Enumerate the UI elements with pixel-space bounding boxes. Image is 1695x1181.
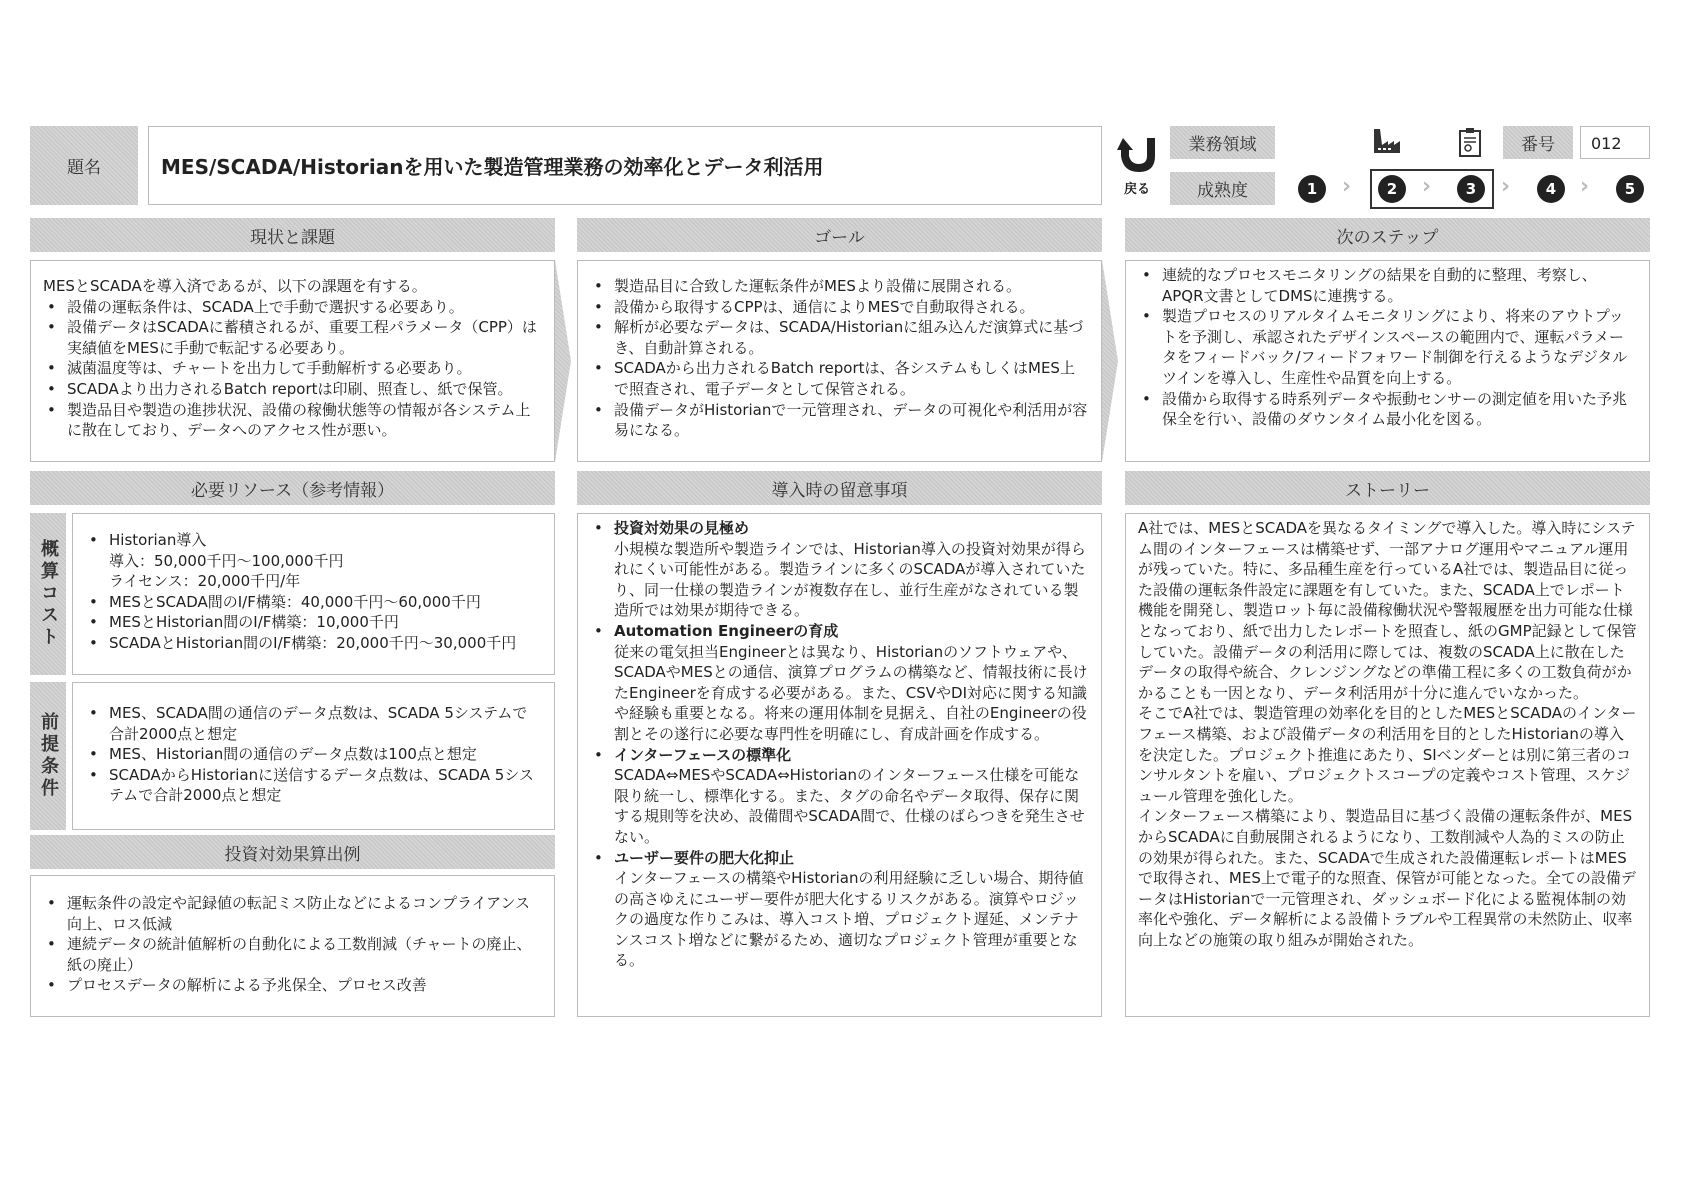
- premise-label: 前提条件: [30, 682, 66, 830]
- list-item: • SCADAからHistorianに送信するデータ点数は、SCADA 5システムで合計2000点と想定: [85, 765, 542, 806]
- section-header-roi: 投資対効果算出例: [30, 835, 555, 869]
- list-item: • 連続的なプロセスモニタリングの結果を自動的に整理、考察し、APQR文書としてDMSに連携する。: [1138, 265, 1637, 306]
- domain-label-text: 業務領域: [1188, 135, 1257, 155]
- note-body: インターフェースの構築やHistorianの利用経験に乏しい場合、期待値の高さゆえにユーザー要件が肥大化するリスクがある。演算やロジックの過度な作りこみは、導入コスト増、プロジェクト遅延、メンテナンスコスト増などに繋がるため、適切なプロジェクト管理が重要となる。: [614, 869, 1084, 970]
- list-item: • 運転条件の設定や記録値の転記ミス防止などによるコンプライアンス向上、ロス低減: [43, 893, 542, 934]
- section-header-notes: 導入時の留意事項: [577, 471, 1102, 505]
- story-paragraph: A社では、MESとSCADAを異なるタイミングで導入した。導入時にシステム間のインターフェースは構築せず、一部アナログ運用やマニュアル運用が残っていた。特に、多品種生産を行っているA社では、製造品目に従った設備の運転条件設定に課題を有していた。また、SCADA上でレポート機能を開発し、製造ロット毎に設備稼働状況や警報履歴を出力可能な仕様となっており、紙で出力したレポートを照査し、紙のGMP記録として保管していた。設備データの利活用に際しては、複数のSCADA上に散在したデータの取得や統合、クレンジングなどの準備工程に多くの工数負荷がかかることも一因となり、データ利活用が十分に進んでいなかった。: [1138, 519, 1637, 702]
- page-title-text: MES/SCADA/Historianを用いた製造管理業務の効率化とデータ利活用: [161, 155, 824, 179]
- list-item: • 連続データの統計値解析の自動化による工数削減（チャートの廃止、紙の廃止）: [43, 934, 542, 975]
- note-heading: • ユーザー要件の肥大化抑止: [614, 848, 795, 867]
- flow-arrow-icon: [1102, 260, 1118, 462]
- list-item: [590, 518, 1089, 621]
- list-item: • MES、Historian間の通信のデータ点数は100点と想定: [85, 744, 542, 765]
- list-item: [590, 621, 1089, 745]
- chevron-right-icon: ›: [1342, 174, 1352, 199]
- list-item: • 解析が必要なデータは、SCADA/Historianに組み込んだ演算式に基づき、自動計算される。: [590, 317, 1089, 358]
- cost-panel: [72, 513, 555, 675]
- list-item: [590, 745, 1089, 848]
- chevron-right-icon: ›: [1422, 174, 1432, 199]
- current-issues-panel: [30, 260, 555, 462]
- list-item: • MES、SCADA間の通信のデータ点数は、SCADA 5システムで合計2000点と想定: [85, 703, 542, 744]
- factory-icon: [1372, 127, 1402, 159]
- section-header-resources: 必要リソース（参考情報）: [30, 471, 555, 505]
- next-steps-panel: [1125, 260, 1650, 462]
- list-item: • 設備の運転条件は、SCADA上で手動で選択する必要あり。: [43, 297, 542, 318]
- maturity-label: [1170, 172, 1275, 205]
- list-item: 導入：50,000千円～100,000千円: [109, 551, 344, 570]
- list-item: [590, 848, 1089, 972]
- flow-arrow-icon: [555, 260, 571, 462]
- goal-panel: [577, 260, 1102, 462]
- list-item: • 製造品目や製造の進捗状況、設備の稼働状態等の情報が各システム上に散在しており、データへのアクセス性が悪い。: [43, 400, 542, 441]
- chevron-right-icon: ›: [1501, 174, 1511, 199]
- list-item: • SCADAとHistorian間のI/F構築：20,000千円～30,000千円: [85, 633, 542, 654]
- list-item: • SCADAより出力されるBatch reportは印刷、照査し、紙で保管。: [43, 379, 542, 400]
- back-button[interactable]: [1112, 132, 1162, 202]
- section-header-next: 次のステップ: [1125, 218, 1650, 252]
- cost-label: 概算コスト: [30, 513, 66, 675]
- note-heading: • インターフェースの標準化: [614, 745, 792, 764]
- domain-label: [1170, 126, 1275, 159]
- list-item: • 製造プロセスのリアルタイムモニタリングにより、将来のアウトプットを予測し、承認されたデザインスペースの範囲内で、運転パラメータをフィードバック/フィードフォワード制御を行えるようなデジタルツインを導入し、生産性や品質を向上する。: [1138, 306, 1637, 388]
- list-item: • 設備データはSCADAに蓄積されるが、重要工程パラメータ（CPP）は実績値をMESに手動で転記する必要あり。: [43, 317, 542, 358]
- number-label-text: 番号: [1521, 135, 1555, 155]
- list-item: • 設備から取得する時系列データや振動センサーの測定値を用いた予兆保全を行い、設備のダウンタイム最小化を図る。: [1138, 389, 1637, 430]
- story-panel: [1125, 513, 1650, 1017]
- clipboard-certificate-icon: [1458, 127, 1482, 161]
- list-item: • 設備データがHistorianで一元管理され、データの可視化や利活用が容易になる。: [590, 400, 1089, 441]
- list-item: • MESとSCADA間のI/F構築：40,000千円～60,000千円: [85, 592, 542, 613]
- list-item: • 滅菌温度等は、チャートを出力して手動解析する必要あり。: [43, 358, 542, 379]
- note-body: 小規模な製造所や製造ラインでは、Historian導入の投資対効果が得られにくい可能性がある。製造ラインに多くのSCADAが導入されていたり、同一仕様の製造ラインが複数存在し、並行生産がなされている製造所では効果が期待できる。: [614, 539, 1086, 620]
- roi-panel: [30, 875, 555, 1017]
- list-item: • Historian導入: [85, 530, 542, 551]
- maturity-step-1: 1: [1298, 175, 1326, 203]
- premise-panel: [72, 682, 555, 830]
- maturity-step-5: 5: [1616, 175, 1644, 203]
- back-label: 戻る: [1123, 182, 1150, 197]
- list-item: • 製造品目に合致した運転条件がMESより設備に展開される。: [590, 276, 1089, 297]
- number-value: 012: [1580, 126, 1650, 159]
- back-arrow-icon: [1115, 132, 1159, 174]
- story-paragraph: そこでA社では、製造管理の効率化を目的としたMESとSCADAのインターフェース構築、および設備データの利活用を目的としたHistorianの導入を決定した。プロジェクト推進にあたり、SIベンダーとは別に第三者のコンサルタントを雇い、プロジェクトスコープの定義やコスト管理、スケジュール管理を強化した。: [1138, 704, 1637, 805]
- section-header-story: ストーリー: [1125, 471, 1650, 505]
- note-body: SCADA⇔MESやSCADA⇔Historianのインターフェース仕様を可能な限り統一し、標準化する。また、タグの命名やデータ取得、保存に関する規則等を決め、設備間やSCADA間で、仕様のばらつきを発生させない。: [614, 766, 1085, 846]
- notes-panel: [577, 513, 1102, 1017]
- list-item: • SCADAから出力されるBatch reportは、各システムもしくはMES上で照査され、電子データとして保管される。: [590, 358, 1089, 399]
- title-label: [30, 126, 138, 205]
- list-item: ライセンス：20,000千円/年: [109, 572, 301, 591]
- chevron-right-icon: ›: [1580, 174, 1590, 199]
- maturity-step-2: 2: [1378, 175, 1406, 203]
- list-item: • 設備から取得するCPPは、通信によりMESで自動取得される。: [590, 297, 1089, 318]
- story-paragraph: インターフェース構築により、製造品目に基づく設備の運転条件が、MESからSCADAに自動展開されるようになり、工数削減や人為的ミスの防止の効果が得られた。また、SCADAで生成された設備運転レポートはMESで取得され、MES上で電子的な照査、保管が可能となった。全ての設備データはHistorianで一元管理され、ダッシュボード化による監視体制の効率化や強化、データ解析による設備トラブルや工程異常の未然防止、収率向上などの施策の取り組みが開始された。: [1138, 807, 1636, 949]
- maturity-steps: [1298, 174, 1648, 204]
- section-header-current: 現状と課題: [30, 218, 555, 252]
- list-item: • プロセスデータの解析による予兆保全、プロセス改善: [43, 975, 542, 996]
- number-label: [1503, 126, 1573, 159]
- current-intro: MESとSCADAを導入済であるが、以下の課題を有する。: [43, 277, 427, 295]
- note-heading: • Automation Engineerの育成: [614, 621, 839, 640]
- maturity-label-text: 成熟度: [1197, 181, 1248, 201]
- note-body: 従来の電気担当Engineerとは異なり、Historianのソフトウェアや、SCADAやMESとの通信、演算プログラムの構築など、情報技術に長けたEngineerを育成する必要がある。また、CSVやDI対応に関する知識や経験も重要となる。将来の運用体制を見据え、自社のEngineerの役割とその遂行に必要な専門性を明確にし、育成計画を作成する。: [614, 642, 1088, 743]
- maturity-step-3: 3: [1457, 175, 1485, 203]
- maturity-step-4: 4: [1537, 175, 1565, 203]
- note-heading: • 投資対効果の見極め: [614, 519, 750, 537]
- section-header-goal: ゴール: [577, 218, 1102, 252]
- list-item: • MESとHistorian間のI/F構築：10,000千円: [85, 612, 542, 633]
- title-label-text: 題名: [67, 158, 101, 178]
- page-title: [148, 126, 1102, 205]
